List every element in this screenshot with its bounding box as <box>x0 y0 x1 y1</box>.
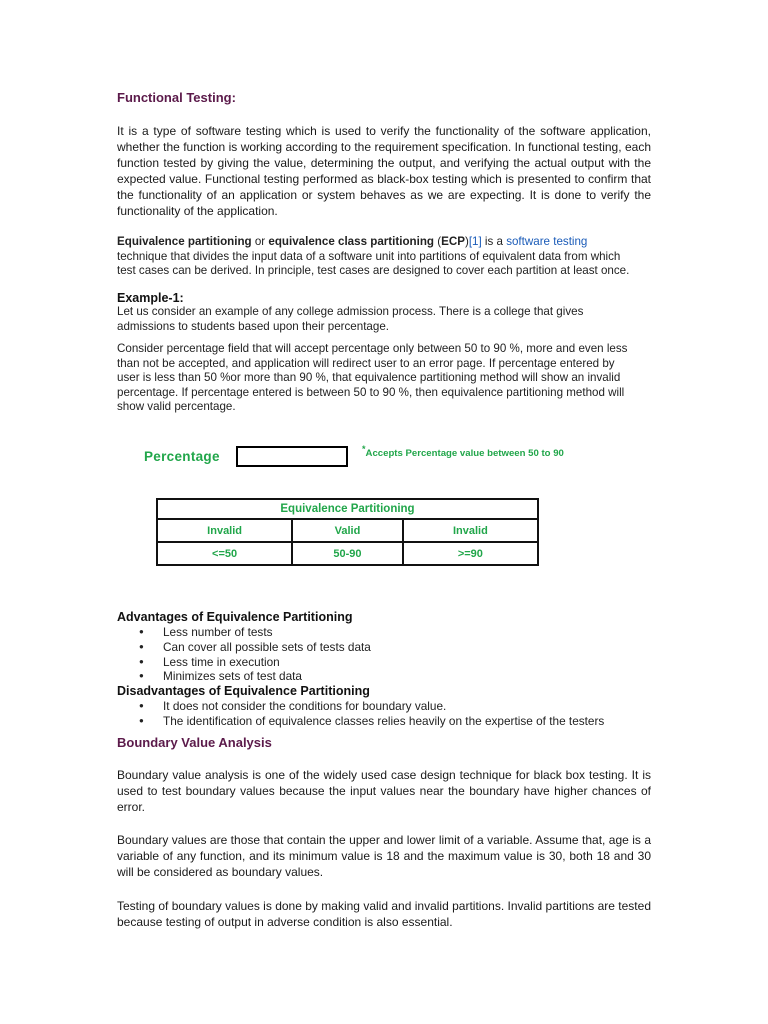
list-item: ● Minimizes sets of test data <box>117 669 371 684</box>
consider-text: Consider percentage field that will accept percentage only between 50 to 90 %, more and even less than not be accepted, and application will redirect user to an error page. If percentage entered by user is less than 50 %or more than 90 %, that equivalence partitioning method will show an invalid percentage. If percentage entered is between 50 to 90 %, then equivalence partitioning method will show valid percentage. <box>117 342 628 413</box>
disadvantages-list <box>117 699 604 729</box>
advantages-list <box>117 625 371 684</box>
table-value-valid: 50-90 <box>292 542 403 565</box>
table-value-high: >=90 <box>403 542 538 565</box>
list-item: ● Less number of tests <box>117 625 371 640</box>
example-text: Let us consider an example of any college admission process. There is a college that gives admissions to students based upon their percentage. <box>117 305 584 333</box>
functional-testing-paragraph: It is a type of software testing which is used to verify the functionality of the software application, whether the function is working according to the requirement specification. In functional testing, each function tested by giving the value, determining the output, and verifying the actual output with the expected value. Functional testing performed as black-box testing which is presented to confirm that the functionality of an application or system behaves as we are expecting. It is done to verify the functionality of the application. <box>117 124 651 218</box>
table-title: Equivalence Partitioning <box>157 499 538 519</box>
functional-testing-heading: Functional Testing: <box>117 90 236 105</box>
reference-link[interactable]: [1] <box>468 235 482 248</box>
term-ecp: ECP <box>441 235 465 248</box>
term-equivalence-class-partitioning: equivalence class partitioning <box>268 235 434 248</box>
equivalence-partitioning-table <box>156 498 539 566</box>
text-paren-close: ) <box>464 235 469 248</box>
advantages-heading: Advantages of Equivalence Partitioning <box>117 610 353 624</box>
text-or: or <box>251 235 269 248</box>
table-header-invalid-low: Invalid <box>157 519 292 542</box>
list-item: ● Can cover all possible sets of tests data <box>117 640 371 655</box>
software-testing-link[interactable]: software testing <box>506 235 588 248</box>
equivalence-paragraph <box>117 235 637 279</box>
example-heading: Example-1: <box>117 291 184 305</box>
equivalence-rest: technique that divides the input data of a software unit into partitions of equivalent data from which test cases can be derived. In principle, test cases are designed to cover each partition at least once. <box>117 249 630 277</box>
table-header-valid: Valid <box>292 519 403 542</box>
text-is-a: is a <box>481 235 507 248</box>
boundary-paragraph-3: Testing of boundary values is done by making valid and invalid partitions. Invalid partitions are tested because testing of output in adverse condition is also essential. <box>117 899 651 929</box>
list-item: ● Less time in execution <box>117 655 371 670</box>
boundary-paragraph-1: Boundary value analysis is one of the widely used case design technique for black box testing. It is used to test boundary values because the input values near the boundary have higher chances of error. <box>117 768 651 814</box>
note-text: Accepts Percentage value between 50 to 90 <box>365 448 564 459</box>
percentage-label: Percentage <box>144 449 220 464</box>
list-item: ● It does not consider the conditions for boundary value. <box>117 699 604 714</box>
list-item: ● The identification of equivalence classes relies heavily on the expertise of the testers <box>117 714 604 729</box>
disadvantages-heading: Disadvantages of Equivalence Partitioning <box>117 684 370 698</box>
text-paren-open: ( <box>434 235 442 248</box>
table-header-invalid-high: Invalid <box>403 519 538 542</box>
percentage-input-box <box>236 446 348 467</box>
boundary-paragraph-2: Boundary values are those that contain the upper and lower limit of a variable. Assume that, age is a variable of any function, and its minimum value is 18 and the maximum value is 30, both 18 and 30 will be considered as boundary values. <box>117 833 651 879</box>
boundary-value-heading: Boundary Value Analysis <box>117 735 272 750</box>
percentage-note <box>362 444 564 459</box>
table-value-low: <=50 <box>157 542 292 565</box>
term-equivalence-partitioning: Equivalence partitioning <box>117 235 252 248</box>
note-asterisk: * <box>362 444 366 454</box>
